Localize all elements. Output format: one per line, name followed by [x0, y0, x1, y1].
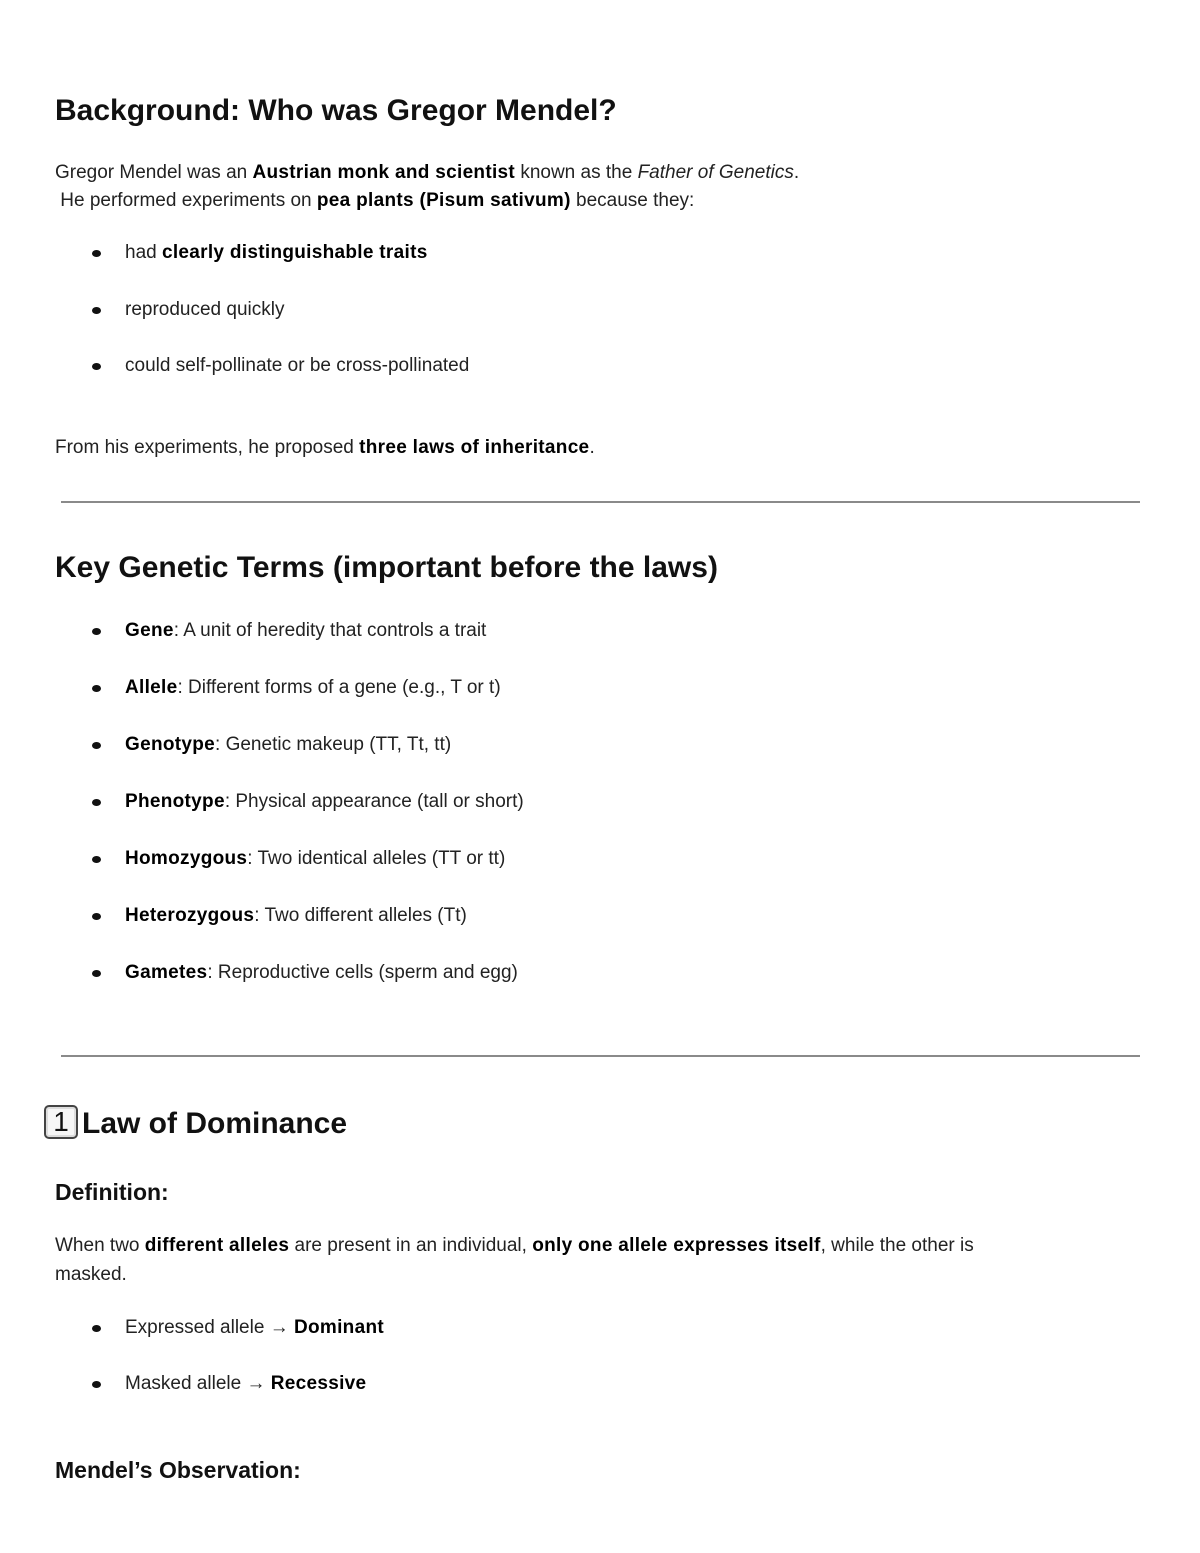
- terms-heading: Key Genetic Terms (important before the laws): [55, 551, 718, 584]
- bullet-icon: [92, 363, 101, 370]
- intro2-bold: pea plants (Pisum sativum): [316, 190, 571, 211]
- term-item-allele: Allele: Different forms of a gene (e.g., T or t): [125, 677, 501, 698]
- section-divider: [61, 1055, 1140, 1057]
- term-item-gene: Gene: A unit of heredity that controls a trait: [125, 620, 487, 641]
- bullet-icon: [92, 970, 101, 977]
- bullet-icon: [92, 856, 101, 863]
- definition-line1: When two different alleles are present in an individual, only one allele expresses itself, while the other is: [55, 1235, 974, 1256]
- term-item-heterozygous: Heterozygous: Two different alleles (Tt): [125, 905, 467, 926]
- definition-line2: masked.: [55, 1264, 127, 1285]
- intro-paragraph-line2: [55, 186, 694, 215]
- keycap-number-icon: 1: [44, 1105, 78, 1139]
- intro-text-end: .: [793, 162, 800, 183]
- list-item: could self-pollinate or be cross-pollinated: [125, 355, 470, 376]
- bullet-icon: [92, 913, 101, 920]
- intro-italic: Father of Genetics: [637, 162, 794, 183]
- bullet-icon: [92, 1325, 101, 1332]
- term-item-genotype: Genotype: Genetic makeup (TT, Tt, tt): [125, 734, 452, 755]
- intro-text: Gregor Mendel was an: [55, 162, 253, 183]
- background-heading: Background: Who was Gregor Mendel?: [55, 94, 617, 127]
- bullet-icon: [92, 685, 101, 692]
- definition-heading: Definition:: [55, 1179, 169, 1205]
- list-item: Masked allele → Recessive: [125, 1373, 367, 1394]
- bullet-icon: [92, 799, 101, 806]
- law1-heading: 1 Law of Dominance: [44, 1105, 347, 1142]
- list-item: Expressed allele → Dominant: [125, 1317, 384, 1338]
- bullet-icon: [92, 742, 101, 749]
- intro2-text-end: because they:: [570, 190, 695, 211]
- term-item-phenotype: Phenotype: Physical appearance (tall or short): [125, 791, 524, 812]
- intro2-text: He performed experiments on: [55, 190, 317, 211]
- bullet-icon: [92, 628, 101, 635]
- intro-text-mid: known as the: [515, 162, 638, 183]
- bullet-icon: [92, 250, 101, 257]
- list-item: had clearly distinguishable traits: [125, 242, 428, 263]
- term-item-homozygous: Homozygous: Two identical alleles (TT or tt): [125, 848, 506, 869]
- conclusion-paragraph: From his experiments, he proposed three laws of inheritance.: [55, 437, 595, 458]
- bullet-icon: [92, 307, 101, 314]
- term-item-gametes: Gametes: Reproductive cells (sperm and egg): [125, 962, 518, 983]
- list-item: reproduced quickly: [125, 299, 285, 320]
- observation-heading: Mendel’s Observation:: [55, 1457, 301, 1483]
- section-divider: [61, 501, 1140, 503]
- intro-bold: Austrian monk and scientist: [252, 162, 516, 183]
- intro-paragraph-line1: [55, 158, 799, 187]
- bullet-icon: [92, 1381, 101, 1388]
